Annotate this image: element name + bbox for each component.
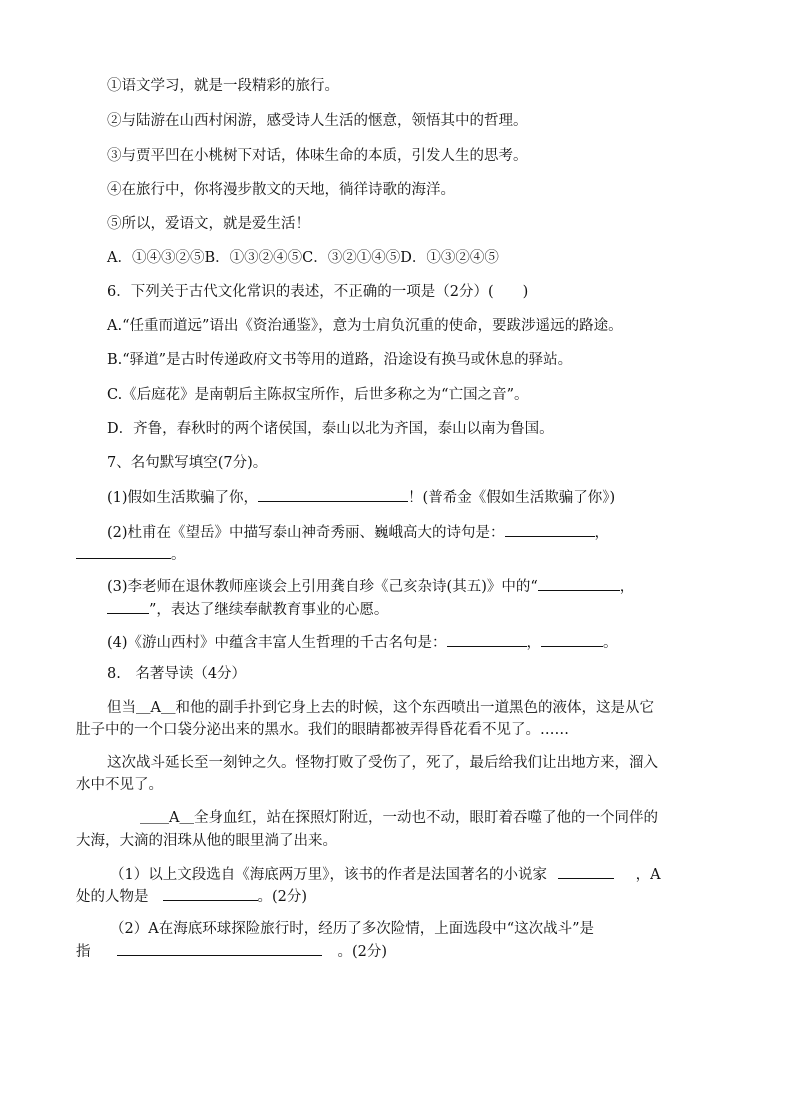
statement-4: ④在旅行中，你将漫步散文的天地，徜徉诗歌的海洋。 (107, 182, 455, 198)
question-6-option-a: A.“任重而道远”语出《资治通鉴》，意为士肩负沉重的使命，要跋涉遥远的路途。 (107, 318, 623, 334)
question-8-1 (110, 864, 661, 885)
answer-blank[interactable] (258, 487, 408, 502)
q7-3-prompt: (3)李老师在退休教师座谈会上引用龚自珍《己亥杂诗(其五)》中的“ (107, 579, 538, 595)
question-7-item-2 (107, 522, 609, 543)
q8-1-score: 。(2分) (257, 889, 308, 905)
q7-2-prompt: (2)杜甫在《望岳》中描写泰山神奇秀丽、巍峨高大的诗句是： (107, 525, 505, 541)
q7-3-end: ”，表达了继续奉献教育事业的心愿。 (149, 602, 389, 618)
q7-4-comma: ， (526, 635, 542, 651)
q7-2-end: 。 (171, 547, 186, 563)
answer-blank[interactable] (505, 522, 595, 537)
passage-2-line-1: 这次战斗延长至一刻钟之久。怪物打败了受伤了，死了，最后给我们让出地方来，溜入 (107, 755, 658, 771)
question-6-option-d: D．齐鲁，春秋时的两个诸侯国，泰山以北为齐国，泰山以南为鲁国。 (107, 421, 554, 437)
question-8: 8. 名著导读（4分） (107, 666, 247, 682)
q8-1-character: 处的人物是 (76, 889, 149, 905)
q7-1-prompt: (1)假如生活欺骗了你， (107, 490, 259, 506)
statement-5: ⑤所以，爱语文，就是爱生活！ (107, 216, 310, 232)
question-7-item-1 (107, 487, 615, 508)
q7-1-suffix: ！(普希金《假如生活欺骗了你》) (408, 490, 616, 506)
question-7: 7、名句默写填空(7分)。 (107, 455, 268, 471)
question-8-2: （2）A在海底环球探险旅行时，经历了多次险情，上面选段中“这次战斗”是 (110, 921, 595, 937)
question-5-options: A．①④③②⑤B．①③②④⑤C．③②①④⑤D．①③②④⑤ (107, 250, 499, 266)
passage-1-line-1: 但当＿A＿和他的副手扑到它身上去的时候，这个东西喷出一道黑色的液体，这是从它 (107, 700, 654, 716)
answer-blank[interactable] (538, 576, 620, 591)
passage-1-line-2: 肚子中的一个口袋分泌出来的黑水。我们的眼睛都被弄得昏花看不见了。…… (76, 722, 569, 738)
question-6-option-b: B.“驿道”是古时传递政府文书等用的道路，沿途设有换马或休息的驿站。 (107, 352, 573, 368)
question-8-1-cont (76, 886, 307, 907)
q8-1-a: ，A (635, 867, 661, 883)
question-7-item-3-cont (107, 599, 388, 620)
question-7-item-3 (107, 576, 634, 597)
answer-blank[interactable] (163, 886, 258, 901)
answer-blank[interactable] (447, 632, 527, 647)
statement-1: ①语文学习，就是一段精彩的旅行。 (107, 78, 339, 94)
answer-blank[interactable] (107, 599, 149, 614)
question-8-2-cont (76, 941, 387, 962)
question-6-option-c: C.《后庭花》是南朝后主陈叔宝所作，后世多称之为“亡国之音”。 (107, 387, 529, 403)
answer-blank[interactable] (541, 632, 603, 647)
q7-4-prompt: (4)《游山西村》中蕴含丰富人生哲理的千古名句是： (107, 635, 447, 651)
q7-4-end: 。 (603, 635, 618, 651)
question-6: 6．下列关于古代文化常识的表述，不正确的一项是（2分）( ) (107, 284, 529, 300)
statement-3: ③与贾平凹在小桃树下对话，体味生命的本质，引发人生的思考。 (107, 148, 528, 164)
passage-3-line-2: 大海，大滴的泪珠从他的眼里淌了出来。 (76, 833, 337, 849)
q8-1-prompt: （1）以上文段选自《海底两万里》，该书的作者是法国著名的小说家 (110, 867, 547, 883)
passage-2-line-2: 水中不见了。 (76, 777, 163, 793)
passage-3-line-1: ＿＿A＿全身血红，站在探照灯附近，一动也不动，眼盯着吞噬了他的一个同伴的 (140, 810, 658, 826)
answer-blank[interactable] (558, 864, 614, 879)
question-7-item-4 (107, 632, 618, 653)
q8-2-zhi: 指 (76, 944, 91, 960)
q8-2-score: 。(2分) (337, 944, 388, 960)
answer-blank[interactable] (117, 941, 322, 956)
answer-blank[interactable] (76, 544, 171, 559)
question-7-item-2-cont (76, 544, 186, 565)
statement-2: ②与陆游在山西村闲游，感受诗人生活的惬意，领悟其中的哲理。 (107, 113, 528, 129)
q7-3-comma: ， (619, 579, 635, 595)
q7-2-comma: ， (594, 525, 610, 541)
